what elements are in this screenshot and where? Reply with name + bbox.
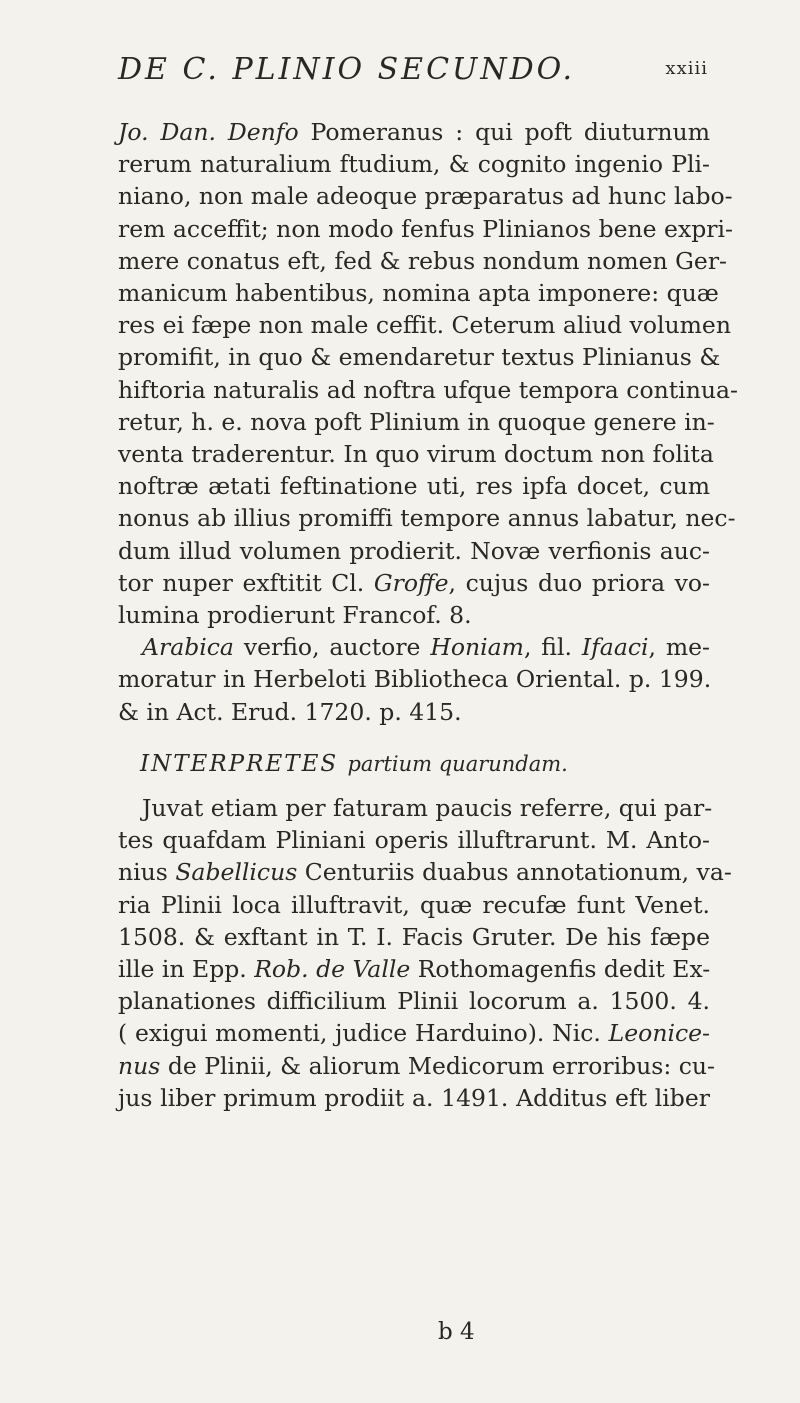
text-line bbox=[118, 1050, 715, 1082]
author-name: Sabellicus bbox=[175, 858, 298, 887]
author-name: Groffe bbox=[373, 568, 449, 597]
text-line: manicum habentibus, nomina apta imponere: quæ bbox=[118, 279, 719, 308]
text-span: , me- bbox=[648, 633, 710, 662]
author-name: nus bbox=[118, 1051, 161, 1080]
text-line: mere conatus eft, fed & rebus nondum nomen Ger- bbox=[118, 246, 727, 275]
text-line: lumina prodierunt Francof. 8. bbox=[118, 601, 472, 630]
text-line: moratur in Herbeloti Bibliotheca Oriental. p. 199. bbox=[118, 665, 712, 694]
text-line bbox=[118, 631, 710, 663]
text-span: Centuriis duabus annotationum, va- bbox=[297, 858, 732, 887]
text-line: hiftoria naturalis ad noftra ufque tempora continua- bbox=[118, 375, 738, 404]
text-line: planationes difficilium Plinii locorum a. 1500. 4. bbox=[118, 987, 710, 1016]
text-line: venta traderentur. In quo virum doctum non folita bbox=[118, 440, 714, 469]
text-line: & in Act. Erud. 1720. p. 415. bbox=[118, 697, 462, 726]
text-line: Juvat etiam per faturam paucis referre, qui par- bbox=[142, 794, 713, 823]
text-line: nonus ab illius promiffi tempore annus labatur, nec- bbox=[118, 504, 736, 533]
author-name: Ifaaci bbox=[581, 633, 649, 662]
section-title: INTERPRETES bbox=[140, 750, 339, 777]
running-header bbox=[118, 52, 708, 87]
text-line: retur, h. e. nova poft Plinium in quoque genere in- bbox=[118, 407, 715, 436]
text-line: 1508. & exftant in T. I. Facis Gruter. De his fæpe bbox=[118, 922, 710, 951]
text-span: Rothomagenfis dedit Ex- bbox=[410, 955, 711, 984]
text-line: promifit, in quo & emendaretur textus Plinianus & bbox=[118, 343, 721, 372]
text-line: tes quafdam Pliniani operis illuftrarunt. M. Anto- bbox=[118, 826, 710, 855]
text-span bbox=[309, 955, 316, 983]
text-line bbox=[118, 116, 710, 148]
section-heading bbox=[118, 748, 710, 780]
author-name: Leonice- bbox=[608, 1019, 710, 1048]
text-span: , fil. bbox=[523, 633, 582, 662]
text-span: verfio, auctore bbox=[233, 633, 431, 662]
text-span: ( exigui momenti, judice Harduino). Nic. bbox=[118, 1019, 609, 1048]
body-text bbox=[118, 116, 738, 1114]
author-name: Jo. Dan. Denfo bbox=[118, 118, 299, 146]
text-line: dum illud volumen prodierit. Novæ verfionis auc- bbox=[118, 536, 710, 565]
text-line bbox=[118, 1017, 710, 1049]
text-line: jus liber primum prodiit a. 1491. Additus eft liber bbox=[118, 1083, 710, 1112]
text-span: Pomeranus : qui poft diuturnum bbox=[298, 118, 710, 146]
author-name: Honiam bbox=[430, 633, 524, 662]
section-subtitle: partium quarundam. bbox=[347, 751, 568, 776]
text-span: tor nuper exftitit Cl. bbox=[118, 568, 374, 597]
signature-mark: b 4 bbox=[438, 1319, 475, 1345]
text-line: res ei fæpe non male ceffit. Ceterum aliud volumen bbox=[118, 311, 731, 340]
text-line: rerum naturalium ftudium, & cognito ingenio Pli- bbox=[118, 150, 710, 179]
italic-term: Arabica bbox=[142, 633, 234, 662]
author-name: de Valle bbox=[316, 955, 411, 984]
text-line bbox=[118, 856, 732, 888]
text-span: nius bbox=[118, 858, 176, 887]
text-line bbox=[118, 567, 710, 599]
text-span: ille in Epp. bbox=[118, 955, 255, 984]
text-span: de Plinii, & aliorum Medicorum erroribus: cu- bbox=[160, 1051, 715, 1080]
text-line: noftræ ætati feftinatione uti, res ipfa docet, cum bbox=[118, 472, 710, 501]
text-span: , cujus duo priora vo- bbox=[448, 568, 710, 597]
text-line: ria Plinii loca illuftravit, quæ recufæ funt Venet. bbox=[118, 890, 710, 919]
running-title: DE C. PLINIO SECUNDO. bbox=[118, 52, 575, 87]
page-number: xxiii bbox=[665, 58, 708, 79]
text-line bbox=[118, 953, 710, 985]
author-name: Rob. bbox=[254, 955, 309, 984]
text-line: niano, non male adeoque præparatus ad hunc labo- bbox=[118, 182, 733, 211]
text-line: rem acceffit; non modo fenfus Plinianos bene expri- bbox=[118, 214, 733, 243]
